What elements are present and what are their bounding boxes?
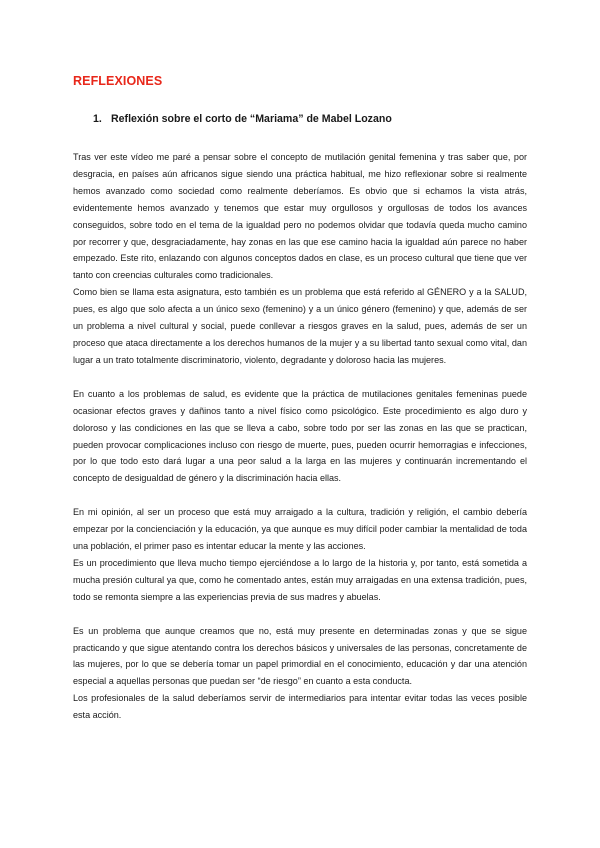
section-title-text: Reflexión sobre el corto de “Mariama” de Mabel Lozano — [111, 113, 392, 125]
paragraph-3: En cuanto a los problemas de salud, es evidente que la práctica de mutilaciones genitales femeninas puede ocasionar efectos graves y dañinos tanto a nivel físico como psicológico. Este procedimiento es algo duro y doloroso y las condiciones en las que se lleva a cabo, sobre todo por ser las zonas en las que se practican, pueden provocar complicaciones incluso con riesgo de muerte, pues, pueden ocurrir hemorragias e infecciones, por lo que todo esto dará lugar a una peor salud a la larga en las mujeres y continuarán incrementando el concepto de desigualdad de género y la discriminación hacia ellas. — [73, 388, 527, 484]
document-heading: REFLEXIONES — [73, 74, 163, 88]
paragraph-spacer — [73, 606, 527, 623]
paragraph-6: Es un problema que aunque creamos que no, está muy presente en determinadas zonas y que se sigue practicando y que sigue atentando contra los derechos básicos y universales de las personas, concretamente de las mujeres, por lo que se debería tomar un papel primordial en el conocimiento, educación y dar una atención especial a aquellas personas que puedan ser “de riesgo” en cuanto a esta conducta. — [73, 625, 527, 687]
paragraph-2: Como bien se llama esta asignatura, esto también es un problema que está referido al GÉNERO y a la SALUD, pues, es algo que solo afecta a un único sexo (femenino) y a un único género (femenino) y que, además de ser un problema a nivel cultural y social, puede conllevar a riesgos graves en la salud, pues, además de ser un proceso que ataca directamente a los derechos humanos de la mujer y a su libertad tanto sexual como vital, dan lugar a un trato totalmente discriminatorio, violento, degradante y doloroso hacia las mujeres. — [73, 287, 527, 365]
paragraph-7: Los profesionales de la salud deberíamos servir de intermediarios para intentar evitar todas las veces posible esta acción. — [73, 693, 527, 721]
section-title — [93, 113, 392, 125]
paragraph-spacer — [73, 487, 527, 504]
paragraph-4: En mi opinión, al ser un proceso que está muy arraigado a la cultura, tradición y religión, el cambio debería empezar por la concienciación y la educación, ya que aunque es muy difícil poder cambiar la mentalidad de toda una población, el primer paso es intentar educar la mente y las acciones. — [73, 507, 527, 552]
paragraph-5: Es un procedimiento que lleva mucho tiempo ejerciéndose a lo largo de la historia y, por tanto, está sometida a mucha presión cultural ya que, como he comentado antes, están muy arraigadas en una extensa tradición, pues, todo se remonta siempre a las experiencias previa de sus madres y abuelas. — [73, 557, 527, 602]
section-number: 1. — [93, 113, 102, 125]
paragraph-spacer — [73, 369, 527, 386]
document-body — [73, 149, 527, 724]
paragraph-1: Tras ver este vídeo me paré a pensar sobre el concepto de mutilación genital femenina y tras saber que, por desgracia, en países aún africanos sigue siendo una práctica habitual, me hizo reflexionar sobre si realmente hemos avanzado como sociedad como realmente deberíamos. Es obvio que si echamos la vista atrás, evidentemente hemos avanzado y tenemos que estar muy orgullosos y orgullosas de todos los avances conseguidos, sobre todo en el tema de la igualdad pero no podemos olvidar que todavía queda mucho camino por recorrer y que, desgraciadamente, hay zonas en las que ese camino hacia la igualdad aún parece no haber empezado. Este rito, enlazando con algunos conceptos dados en clase, es un proceso cultural que tiene que ver tanto con creencias culturales como tradicionales. — [73, 152, 527, 281]
